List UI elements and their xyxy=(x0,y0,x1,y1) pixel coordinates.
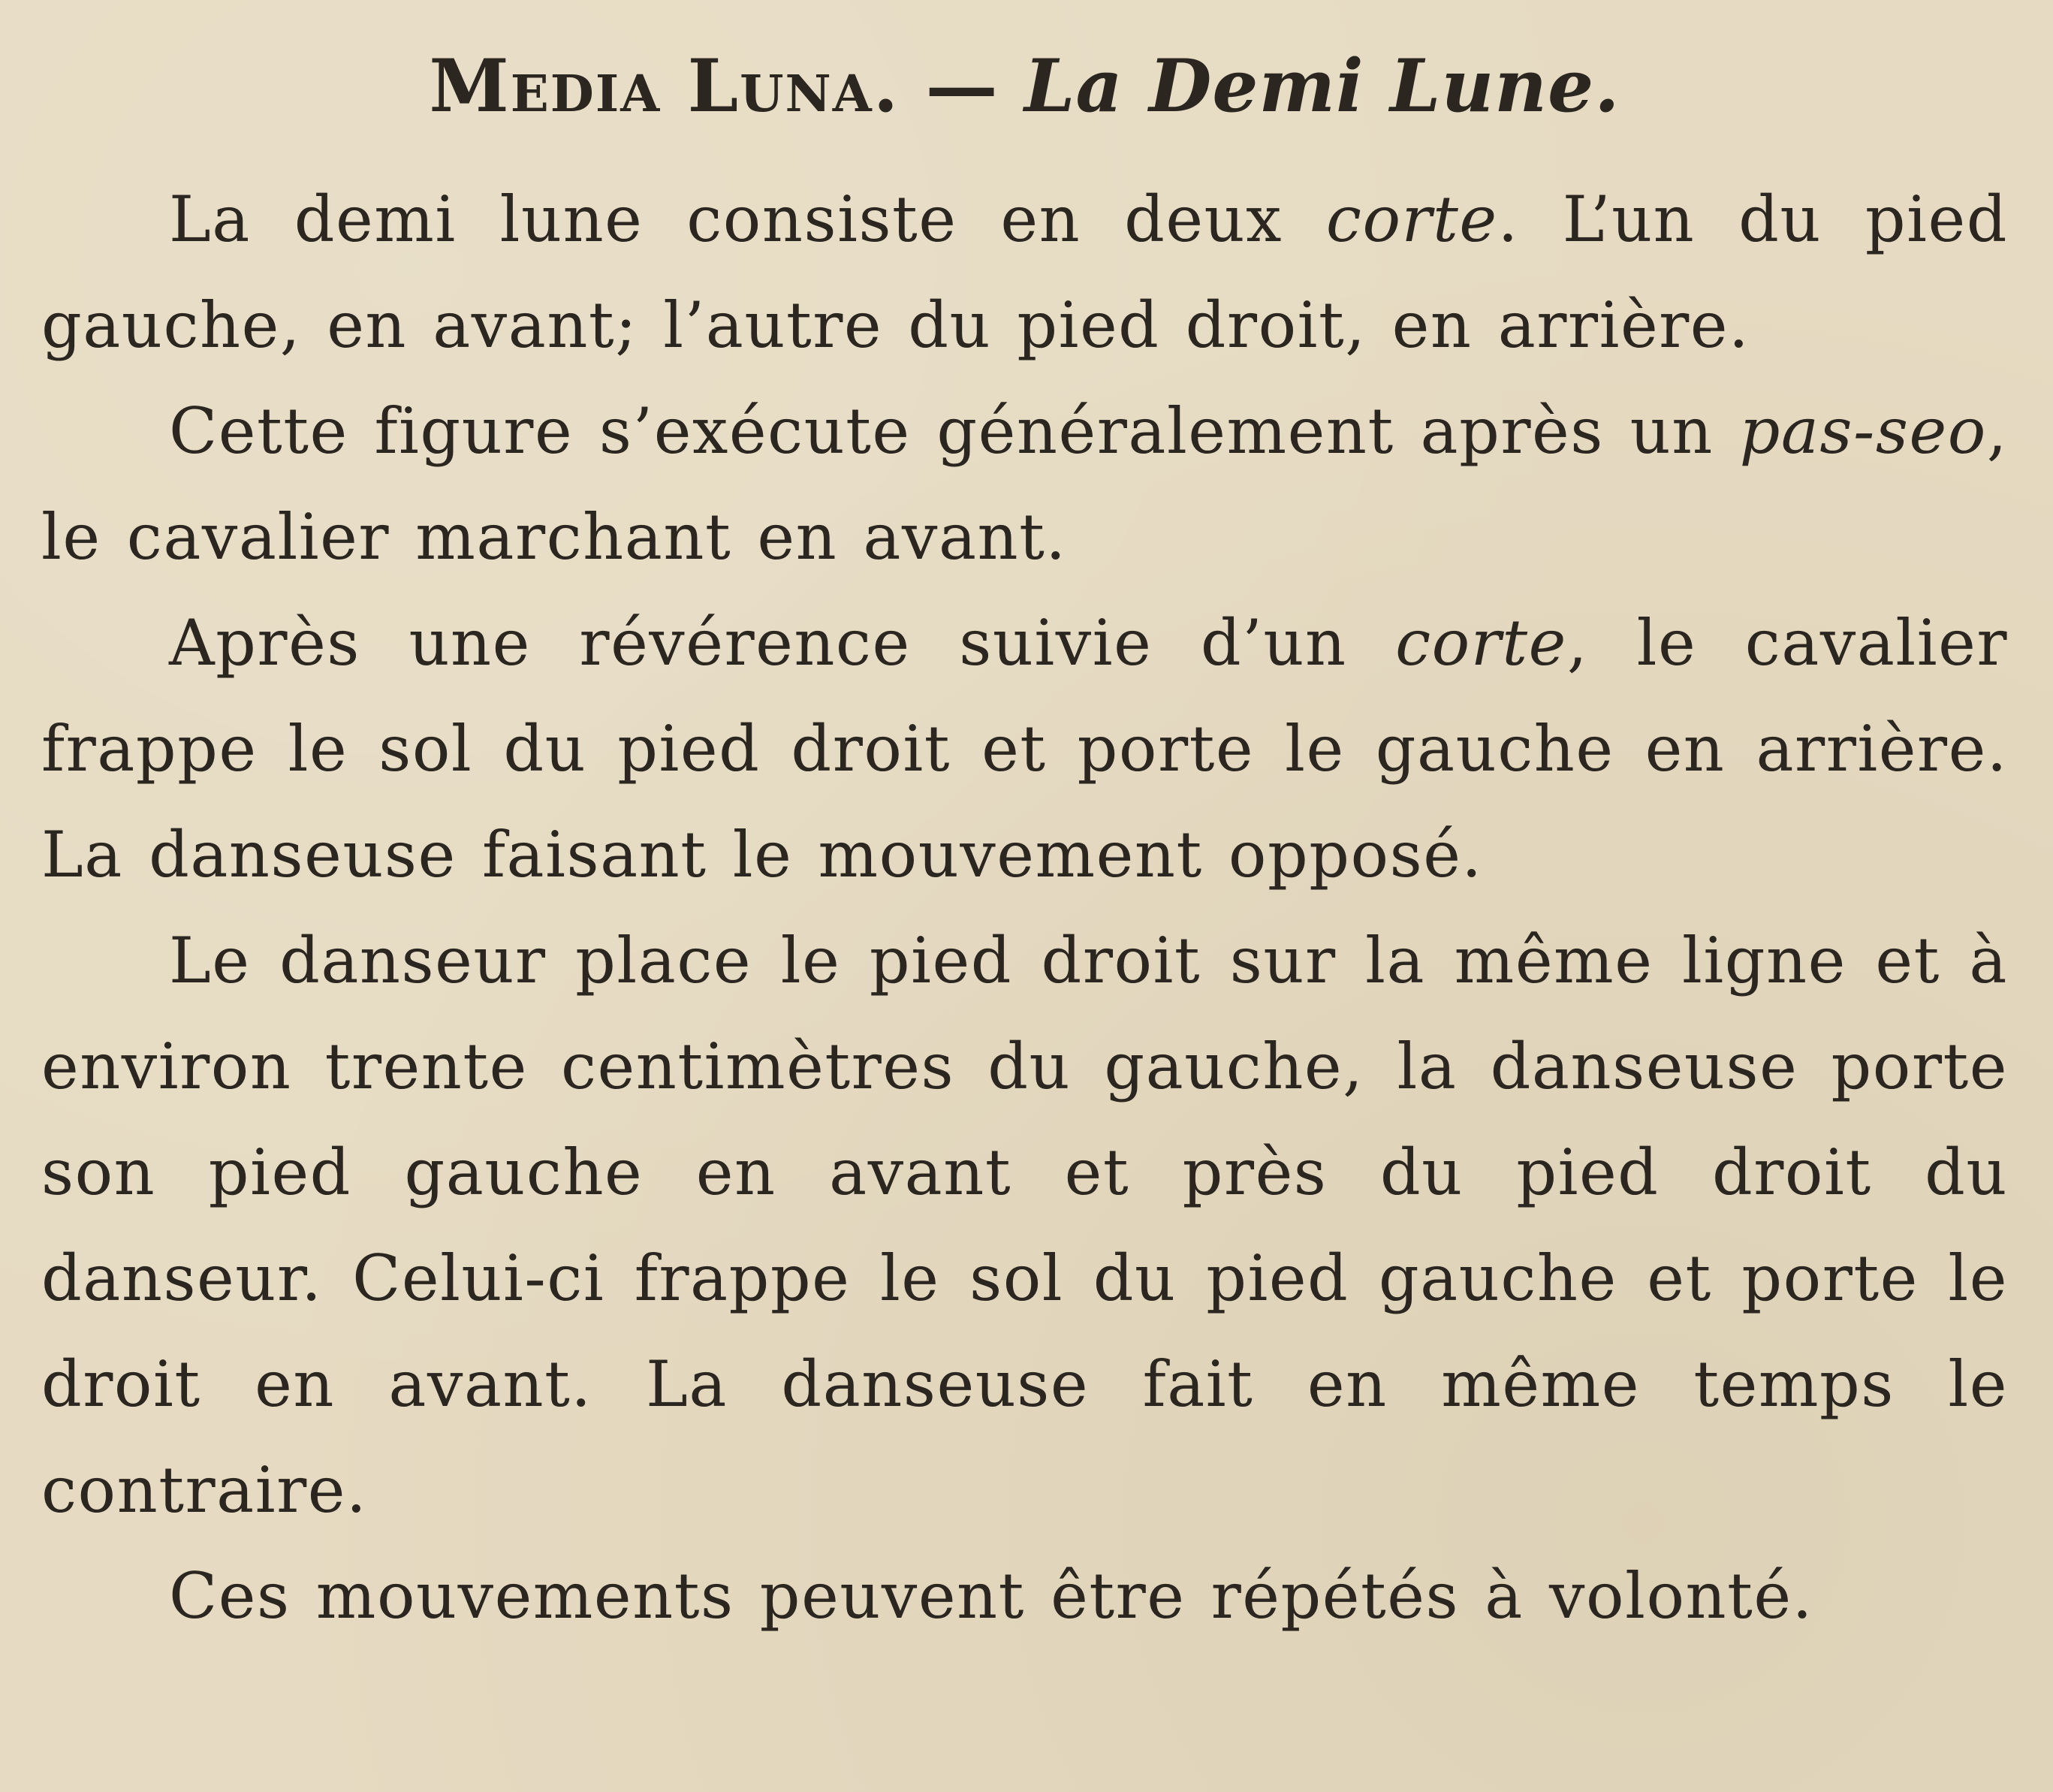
paragraph-text: Ces mouvements peuvent être répétés à volonté. xyxy=(169,1559,1813,1633)
paragraph-text: , le cavalier marchant en avant. xyxy=(41,394,2008,574)
paragraph-italic-term: corte xyxy=(1395,606,1567,680)
heading-dash: — xyxy=(900,44,1025,128)
paragraph-2 xyxy=(41,379,2008,590)
paragraph-text: Le danseur place le pied droit sur la même ligne et à environ trente centimètres du gauche, la danseuse porte son pied gauche en avant et près du pied droit du danseur. Celui-ci frappe le sol du pied gauche et porte le droit en avant. La danseuse fait en même temps le contraire. xyxy=(41,924,2008,1527)
heading-title: Media Luna. xyxy=(429,44,900,128)
paragraph-4 xyxy=(41,908,2008,1543)
paragraph-5 xyxy=(41,1543,2008,1649)
heading-subtitle: La Demi Lune. xyxy=(1024,44,1620,128)
paragraph-text: . L’un du pied gauche, en avant; l’autre du pied droit, en arrière. xyxy=(41,183,2009,362)
paragraph-1 xyxy=(41,167,2008,379)
paragraph-text: Cette figure s’exécute généralement après un xyxy=(169,394,1740,468)
paragraph-italic-term: corte xyxy=(1325,183,1498,256)
paragraph-italic-term: pas-seo xyxy=(1739,394,1987,468)
paragraph-text: Après une révérence suivie d’un xyxy=(169,606,1396,680)
paragraph-text: , le cavalier frappe le sol du pied droit et porte le gauche en arrière. La danseuse faisant le mouvement opposé. xyxy=(41,606,2008,891)
section-heading xyxy=(41,23,2008,150)
paragraph-3 xyxy=(41,590,2008,908)
paragraph-text: La demi lune consiste en deux xyxy=(169,183,1326,256)
